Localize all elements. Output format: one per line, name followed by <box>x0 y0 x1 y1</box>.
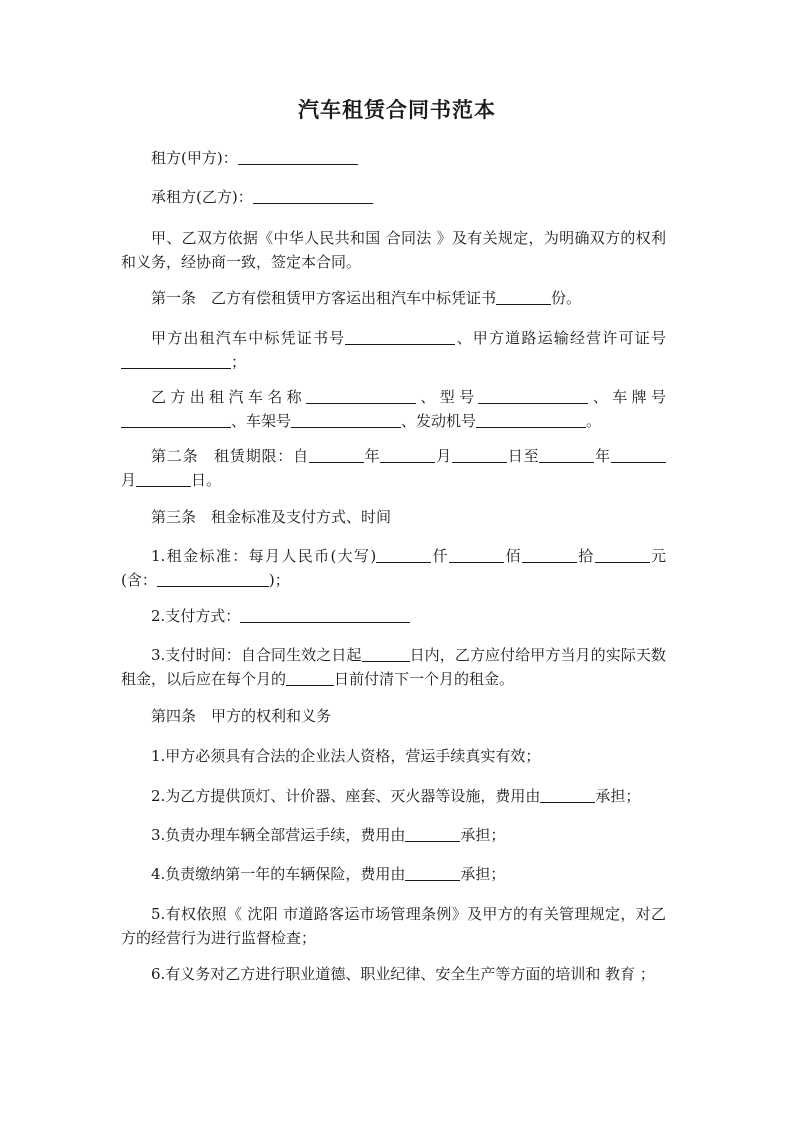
article-1-suffix: 份。 <box>551 289 582 307</box>
year-label-2: 年 <box>594 447 611 465</box>
lessor-blank[interactable] <box>238 149 358 165</box>
article-4-item-2-text: 2.为乙方提供顶灯、计价器、座套、灭火器等设施，费用由 <box>151 787 541 805</box>
vehicle-name-blank[interactable] <box>306 388 416 404</box>
rent-standard-paragraph <box>121 544 666 592</box>
article-3-heading <box>121 505 666 529</box>
frame-number-blank[interactable] <box>291 412 401 428</box>
end-day-blank[interactable] <box>136 471 191 487</box>
rent-qian-blank[interactable] <box>376 547 431 563</box>
procedure-cost-blank[interactable] <box>405 826 460 842</box>
article-4-item-3 <box>121 823 666 847</box>
rent-include-suffix: )； <box>268 571 290 589</box>
article-4-item-1 <box>121 744 666 768</box>
article-4-item-5-text: 5.有权依照《 沈阳 市道路客运市场管理条例》及甲方的有关管理规定，对乙方的经营行为进行监督检查； <box>121 905 666 947</box>
plate-number-label: 、车牌号 <box>588 388 666 406</box>
certificate-number-blank[interactable] <box>345 329 455 345</box>
license-number-label: 、甲方道路运输经营许可证号 <box>455 329 666 347</box>
certificate-numbers-paragraph <box>121 326 666 374</box>
article-4-item-3-text: 3.负责办理车辆全部营运手续，费用由 <box>151 826 406 844</box>
qian-label: 仟 <box>431 547 450 565</box>
article-4-heading-text: 第四条 甲方的权利和义务 <box>151 707 332 725</box>
rent-include-blank[interactable] <box>157 571 269 587</box>
payment-method-blank[interactable] <box>240 607 410 623</box>
intro-paragraph <box>121 226 666 274</box>
vehicle-name-label: 乙方出租汽车名称 <box>151 388 306 406</box>
payment-days-blank[interactable] <box>362 646 410 662</box>
vehicle-info-suffix: 。 <box>586 412 602 430</box>
lessor-line <box>121 146 666 170</box>
document-title: 汽车租赁合同书范本 <box>298 97 496 122</box>
lessee-line <box>121 185 666 209</box>
article-4-item-4-suffix: 承担； <box>460 865 506 883</box>
end-month-blank[interactable] <box>611 447 666 463</box>
article-3-heading-text: 第三条 租金标准及支付方式、时间 <box>151 508 392 526</box>
start-day-blank[interactable] <box>452 447 507 463</box>
bai-label: 佰 <box>504 547 522 565</box>
shi-label: 拾 <box>576 547 595 565</box>
article-4-item-6-text: 6.有义务对乙方进行职业道德、职业纪律、安全生产等方面的培训和 教育 ； <box>151 965 655 983</box>
article-2-paragraph <box>121 444 666 492</box>
rent-yuan-blank[interactable] <box>595 547 650 563</box>
payment-time-label: 3.支付时间：自合同生效之日起 <box>151 646 362 664</box>
rent-shi-blank[interactable] <box>522 547 577 563</box>
payment-day-of-month-blank[interactable] <box>286 670 334 686</box>
article-4-item-2-suffix: 承担； <box>595 787 641 805</box>
rent-bai-blank[interactable] <box>449 547 504 563</box>
lessor-label: 租方(甲方)： <box>151 149 238 167</box>
rent-standard-label: 1.租金标准：每月人民币(大写) <box>151 547 377 565</box>
lessee-label: 承租方(乙方)： <box>151 188 253 206</box>
article-2-text: 第二条 租赁期限：自 <box>151 447 309 465</box>
rent-include-label: (含： <box>121 571 157 589</box>
payment-time-suffix: 日前付清下一个月的租金。 <box>334 670 515 688</box>
article-4-item-1-text: 1.甲方必须具有合法的企业法人资格，营运手续真实有效； <box>151 747 541 765</box>
vehicle-info-paragraph <box>121 385 666 433</box>
yuan-label: 元 <box>649 547 666 565</box>
insurance-cost-blank[interactable] <box>405 865 460 881</box>
payment-time-paragraph <box>121 643 666 691</box>
license-number-blank[interactable] <box>121 353 231 369</box>
year-label: 年 <box>363 447 381 465</box>
article-4-item-4 <box>121 862 666 886</box>
license-number-suffix: ； <box>231 353 247 371</box>
certificate-count-blank[interactable] <box>496 289 551 305</box>
day-label-end: 日。 <box>191 471 222 489</box>
start-year-blank[interactable] <box>309 447 364 463</box>
frame-number-label: 、车架号 <box>231 412 292 430</box>
lessee-blank[interactable] <box>253 188 373 204</box>
payment-method-paragraph <box>121 604 666 628</box>
engine-number-label: 、发动机号 <box>401 412 477 430</box>
plate-number-blank[interactable] <box>121 412 231 428</box>
article-4-item-3-suffix: 承担； <box>460 826 506 844</box>
article-1-paragraph <box>121 286 666 310</box>
article-4-item-2 <box>121 784 666 808</box>
intro-text: 甲、乙双方依据《中华人民共和国 合同法 》及有关规定，为明确双方的权利和义务，经协商一致，签定本合同。 <box>121 229 666 271</box>
start-month-blank[interactable] <box>380 447 435 463</box>
day-to-label: 日至 <box>507 447 540 465</box>
article-1-text: 第一条 乙方有偿租赁甲方客运出租汽车中标凭证书 <box>151 289 497 307</box>
month-label-2: 月 <box>121 471 137 489</box>
vehicle-model-label: 、型号 <box>415 388 479 406</box>
vehicle-model-blank[interactable] <box>478 388 588 404</box>
payment-time-text: 日内，乙方应付给甲方当月的实际天数租金，以后应在每个月的 <box>121 646 666 688</box>
certificate-number-label: 甲方出租汽车中标凭证书号 <box>151 329 346 347</box>
article-4-heading <box>121 704 666 728</box>
end-year-blank[interactable] <box>539 447 594 463</box>
payment-method-label: 2.支付方式： <box>151 607 241 625</box>
article-4-item-6 <box>121 962 666 986</box>
month-label: 月 <box>435 447 453 465</box>
equipment-cost-blank[interactable] <box>540 787 595 803</box>
engine-number-blank[interactable] <box>476 412 586 428</box>
article-4-item-5 <box>121 902 666 950</box>
article-4-item-4-text: 4.负责缴纳第一年的车辆保险，费用由 <box>151 865 406 883</box>
